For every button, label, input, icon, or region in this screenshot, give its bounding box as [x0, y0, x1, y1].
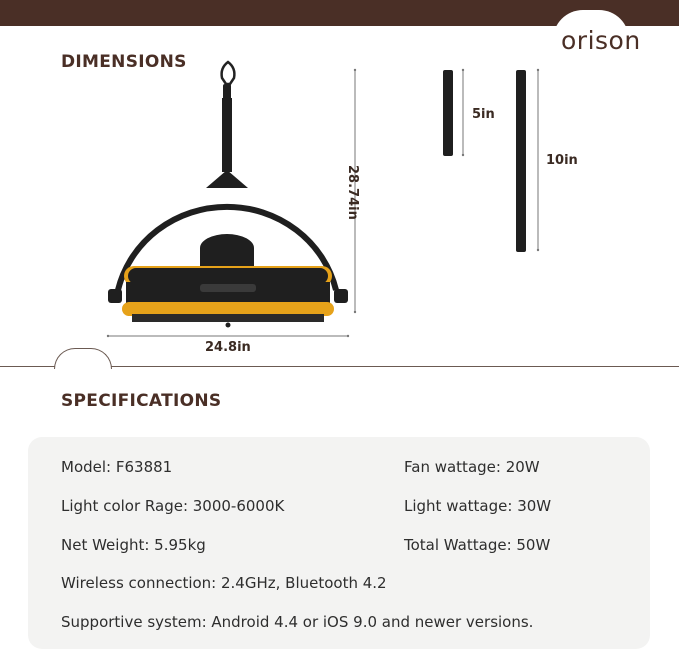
- width-label: 24.8in: [205, 340, 251, 355]
- fan-top-dome: [200, 234, 254, 268]
- spec-fan-wattage: Fan wattage: 20W: [404, 458, 540, 476]
- rod-long-label: 10in: [546, 153, 578, 168]
- spec-model: Model: F63881: [61, 458, 173, 476]
- brand-logo: orison: [561, 26, 641, 55]
- spec-light-color-range: Light color Rage: 3000-6000K: [61, 497, 285, 515]
- rod-short-label: 5in: [472, 107, 495, 122]
- rod-10in: [516, 70, 526, 252]
- hanging-pole: [222, 98, 232, 172]
- spec-light-wattage: Light wattage: 30W: [404, 497, 552, 515]
- spec-supportive-system: Supportive system: Android 4.4 or iOS 9.0 and newer versions.: [61, 613, 534, 631]
- spec-wireless: Wireless connection: 2.4GHz, Bluetooth 4.2: [61, 574, 387, 592]
- dimensions-heading: DIMENSIONS: [61, 52, 187, 72]
- left-knob: [108, 289, 122, 303]
- hanging-hook-icon: [222, 62, 235, 100]
- rod-5in: [443, 70, 453, 156]
- spec-net-weight: Net Weight: 5.95kg: [61, 536, 206, 554]
- specifications-heading: SPECIFICATIONS: [61, 391, 222, 411]
- spec-total-wattage: Total Wattage: 50W: [404, 536, 551, 554]
- divider-bump: [54, 348, 112, 369]
- right-knob: [334, 289, 348, 303]
- height-label: 28.74in: [345, 165, 360, 220]
- fan-lower-ring: [122, 302, 334, 316]
- mount-bracket: [206, 170, 248, 188]
